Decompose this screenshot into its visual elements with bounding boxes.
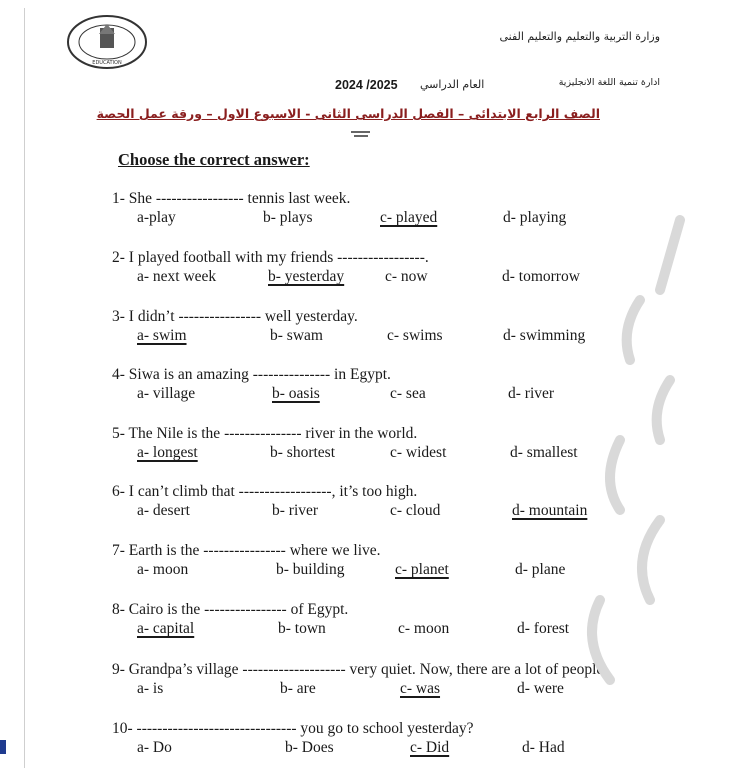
question-6-option-d[interactable]: d- mountain (512, 502, 588, 519)
question-7-option-c[interactable]: c- planet (395, 561, 449, 578)
question-4-option-a[interactable]: a- village (137, 385, 196, 402)
question-8-stem: 8- Cairo is the ---------------- of Egypt. (112, 601, 349, 618)
question-7-stem: 7- Earth is the ---------------- where we live. (112, 542, 381, 559)
watermark-graphic (560, 180, 710, 740)
question-6-option-c[interactable]: c- cloud (390, 502, 441, 519)
department-name: ادارة تنمية اللغة الانجليزية (558, 77, 660, 88)
question-9-option-d[interactable]: d- were (517, 680, 564, 697)
ministry-name: وزارة التربية والتعليم والتعليم الفنى (499, 30, 660, 43)
question-9-option-c[interactable]: c- was (400, 680, 441, 697)
question-8-option-d[interactable]: d- forest (517, 620, 570, 637)
question-2-option-b[interactable]: b- yesterday (268, 268, 345, 285)
question-4-option-c[interactable]: c- sea (390, 385, 426, 402)
question-1-option-a[interactable]: a-play (137, 209, 176, 226)
question-5-option-a[interactable]: a- longest (137, 444, 198, 461)
question-7-option-b[interactable]: b- building (276, 561, 345, 578)
question-3-option-c[interactable]: c- swims (387, 327, 443, 344)
question-3-option-a[interactable]: a- swim (137, 327, 187, 344)
question-10-option-b[interactable]: b- Does (285, 739, 334, 756)
worksheet-title: الصف الرابع الابتدائى – الفصل الدراسى الثانى - الاسبوع الاول – ورقة عمل الحصة (96, 106, 600, 121)
question-5-option-d[interactable]: d- smallest (510, 444, 578, 461)
question-1-option-b[interactable]: b- plays (263, 209, 313, 226)
question-8-option-c[interactable]: c- moon (398, 620, 450, 637)
question-2-option-a[interactable]: a- next week (137, 268, 217, 285)
instruction-heading: Choose the correct answer: (118, 150, 310, 169)
page-border (24, 8, 25, 768)
question-1-stem: 1- She ----------------- tennis last week. (112, 190, 351, 207)
question-2-stem: 2- I played football with my friends -----------------. (112, 249, 429, 266)
question-6-option-b[interactable]: b- river (272, 502, 319, 519)
question-8-option-a[interactable]: a- capital (137, 620, 195, 637)
question-10-stem: 10- ------------------------------- you go to school yesterday? (112, 720, 474, 737)
question-5-stem: 5- The Nile is the --------------- river in the world. (112, 425, 418, 442)
question-4-stem: 4- Siwa is an amazing --------------- in Egypt. (112, 366, 391, 383)
question-4-option-b[interactable]: b- oasis (272, 385, 320, 402)
question-3-option-b[interactable]: b- swam (270, 327, 323, 344)
question-6-option-a[interactable]: a- desert (137, 502, 190, 519)
question-4-option-d[interactable]: d- river (508, 385, 555, 402)
question-9-stem: 9- Grandpa’s village -------------------- very quiet. Now, there are a lot of people. (112, 661, 608, 678)
title-underline-mark (350, 130, 372, 138)
question-3-stem: 3- I didn’t ---------------- well yesterday. (112, 308, 358, 325)
svg-text:EDUCATION: EDUCATION (92, 60, 122, 66)
question-5-option-b[interactable]: b- shortest (270, 444, 336, 461)
question-7-option-d[interactable]: d- plane (515, 561, 566, 578)
question-10-option-d[interactable]: d- Had (522, 739, 565, 756)
question-5-option-c[interactable]: c- widest (390, 444, 447, 461)
question-6-stem: 6- I can’t climb that ------------------, it’s too high. (112, 483, 418, 500)
question-10-option-c[interactable]: c- Did (410, 739, 450, 756)
question-1-option-c[interactable]: c- played (380, 209, 438, 226)
question-9-option-b[interactable]: b- are (280, 680, 316, 697)
question-7-option-a[interactable]: a- moon (137, 561, 189, 578)
academic-year-label: العام الدراسي (420, 78, 485, 91)
academic-year: 2024 /2025 (335, 78, 398, 92)
edge-mark (0, 740, 6, 754)
question-8-option-b[interactable]: b- town (278, 620, 326, 637)
question-9-option-a[interactable]: a- is (137, 680, 164, 697)
question-3-option-d[interactable]: d- swimming (503, 327, 586, 344)
question-1-option-d[interactable]: d- playing (503, 209, 567, 226)
question-10-option-a[interactable]: a- Do (137, 739, 172, 756)
ministry-seal-logo (66, 14, 148, 70)
question-2-option-d[interactable]: d- tomorrow (502, 268, 580, 285)
question-2-option-c[interactable]: c- now (385, 268, 428, 285)
